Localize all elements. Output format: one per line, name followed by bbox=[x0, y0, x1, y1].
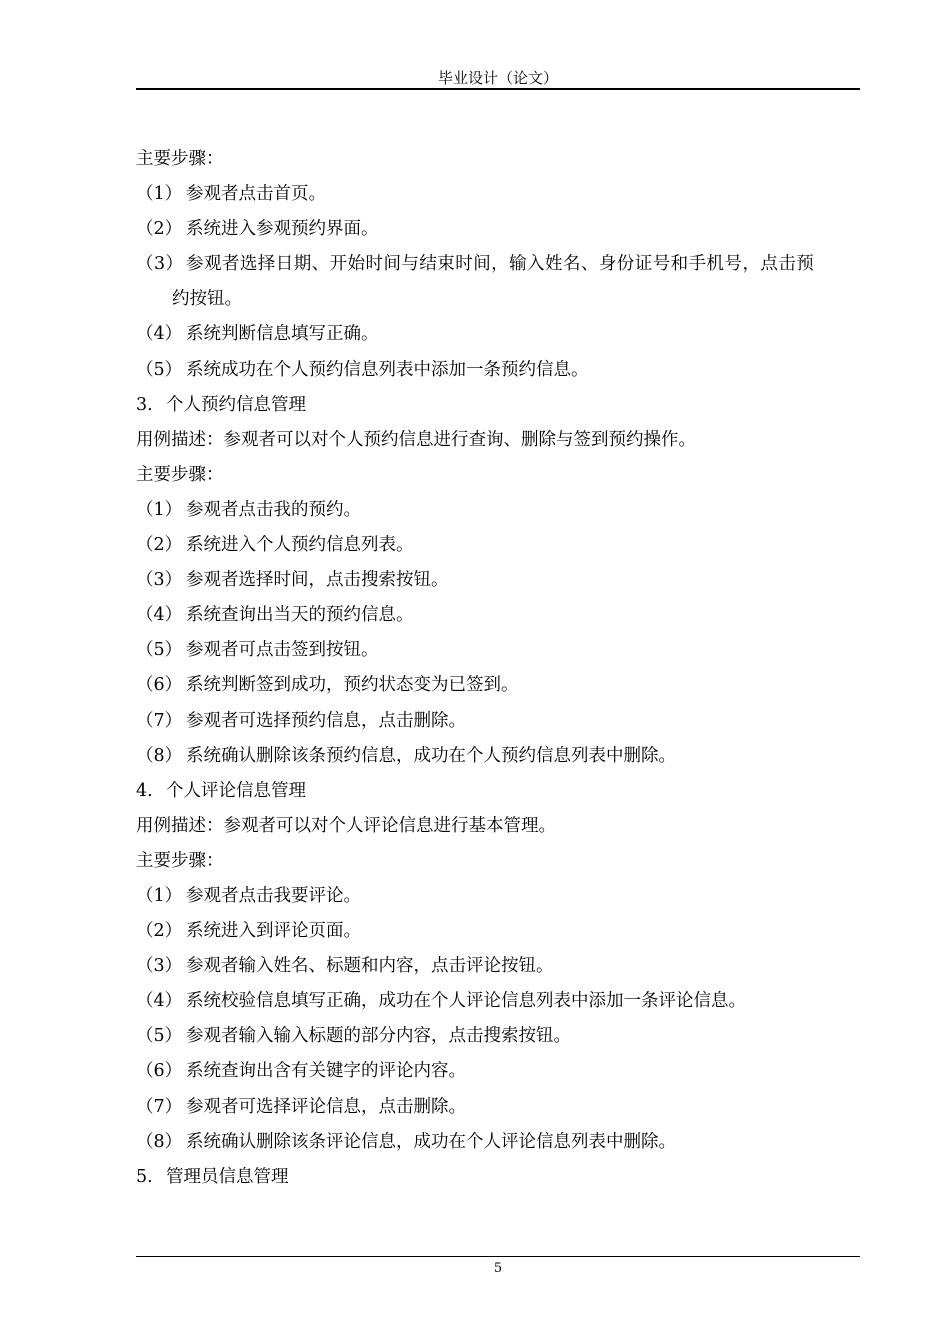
section-heading bbox=[136, 774, 860, 809]
list-item bbox=[136, 528, 860, 563]
step-text-continuation: 约按钮。 bbox=[172, 289, 242, 310]
step-text: 参观者选择时间，点击搜索按钮。 bbox=[186, 570, 449, 591]
step-text: 系统进入到评论页面。 bbox=[186, 921, 361, 942]
list-item bbox=[136, 493, 860, 528]
list-item bbox=[136, 1090, 860, 1125]
list-item bbox=[136, 949, 860, 984]
step-text: 参观者可选择评论信息，点击删除。 bbox=[186, 1096, 466, 1117]
step-number: （6） bbox=[136, 1061, 183, 1082]
steps-heading: 主要步骤： bbox=[136, 149, 224, 169]
step-text: 系统查询出含有关键字的评论内容。 bbox=[186, 1061, 466, 1082]
steps-heading: 主要步骤： bbox=[136, 850, 224, 871]
list-item bbox=[136, 1054, 860, 1089]
list-item bbox=[136, 914, 860, 949]
list-item bbox=[136, 1019, 860, 1054]
step-number: （7） bbox=[136, 710, 183, 731]
step-number: （8） bbox=[136, 1131, 183, 1152]
step-text: 参观者选择日期、开始时间与结束时间，输入姓名、身份证号和手机号，点击预 bbox=[186, 254, 815, 275]
list-item bbox=[136, 177, 860, 212]
step-text: 系统确认删除该条评论信息，成功在个人评论信息列表中删除。 bbox=[186, 1131, 676, 1152]
step-number: （2） bbox=[136, 921, 183, 942]
step-number: （1） bbox=[136, 499, 183, 520]
page-number: 5 bbox=[493, 1261, 503, 1276]
page-header-title: 毕业设计（论文） bbox=[437, 69, 558, 87]
step-number: （4） bbox=[136, 605, 183, 626]
use-case-description: 用例描述：参观者可以对个人预约信息进行查询、删除与签到预约操作。 bbox=[136, 429, 696, 450]
step-text: 系统判断签到成功，预约状态变为已签到。 bbox=[186, 675, 519, 696]
step-number: （4） bbox=[136, 991, 183, 1012]
step-text: 系统校验信息填写正确，成功在个人评论信息列表中添加一条评论信息。 bbox=[186, 991, 746, 1012]
step-text: 参观者点击我的预约。 bbox=[186, 499, 361, 520]
section-heading bbox=[136, 388, 860, 423]
step-number: （5） bbox=[136, 1026, 183, 1047]
document-body bbox=[136, 142, 860, 1195]
step-text: 参观者可选择预约信息，点击删除。 bbox=[186, 710, 466, 731]
step-number: （1） bbox=[136, 184, 183, 205]
list-item bbox=[136, 598, 860, 633]
step-number: （5） bbox=[136, 359, 183, 380]
step-number: （1） bbox=[136, 885, 183, 906]
section-number: 3. bbox=[136, 394, 153, 415]
step-number: （5） bbox=[136, 640, 183, 661]
list-item bbox=[136, 984, 860, 1019]
steps-heading: 主要步骤： bbox=[136, 464, 224, 485]
section-title: 个人预约信息管理 bbox=[166, 394, 306, 415]
step-text: 系统确认删除该条预约信息，成功在个人预约信息列表中删除。 bbox=[186, 745, 676, 766]
step-number: （2） bbox=[136, 535, 183, 556]
list-item bbox=[136, 317, 860, 352]
step-number: （2） bbox=[136, 219, 183, 240]
step-text: 参观者可点击签到按钮。 bbox=[186, 640, 379, 661]
list-item bbox=[136, 1125, 860, 1160]
section-number: 4. bbox=[136, 780, 153, 801]
section-heading bbox=[136, 1160, 860, 1195]
list-item bbox=[136, 879, 860, 914]
list-item bbox=[136, 668, 860, 703]
step-text: 系统进入个人预约信息列表。 bbox=[186, 535, 414, 556]
step-text: 系统进入参观预约界面。 bbox=[186, 219, 379, 240]
step-text: 系统成功在个人预约信息列表中添加一条预约信息。 bbox=[186, 359, 589, 380]
use-case-description: 用例描述：参观者可以对个人评论信息进行基本管理。 bbox=[136, 815, 556, 836]
section-title: 个人评论信息管理 bbox=[166, 780, 306, 801]
step-number: （6） bbox=[136, 675, 183, 696]
step-number: （4） bbox=[136, 324, 183, 345]
section-number: 5. bbox=[136, 1166, 153, 1187]
step-text: 参观者输入输入标题的部分内容，点击搜索按钮。 bbox=[186, 1026, 571, 1047]
step-number: （8） bbox=[136, 745, 183, 766]
step-number: （3） bbox=[136, 254, 184, 275]
step-text: 系统判断信息填写正确。 bbox=[186, 324, 379, 345]
step-number: （3） bbox=[136, 570, 183, 591]
step-number: （3） bbox=[136, 956, 183, 977]
step-text: 参观者点击首页。 bbox=[186, 184, 326, 205]
list-item bbox=[136, 353, 860, 388]
section-title: 管理员信息管理 bbox=[166, 1166, 289, 1187]
step-text: 参观者输入姓名、标题和内容，点击评论按钮。 bbox=[186, 956, 554, 977]
step-number: （7） bbox=[136, 1096, 183, 1117]
list-item bbox=[136, 212, 860, 247]
step-text: 系统查询出当天的预约信息。 bbox=[186, 605, 414, 626]
step-text: 参观者点击我要评论。 bbox=[186, 885, 361, 906]
list-item bbox=[136, 633, 860, 668]
list-item bbox=[136, 704, 860, 739]
list-item bbox=[136, 563, 860, 598]
list-item bbox=[136, 247, 860, 282]
footer-divider bbox=[136, 1256, 860, 1257]
header-divider bbox=[136, 88, 860, 90]
list-item bbox=[136, 739, 860, 774]
